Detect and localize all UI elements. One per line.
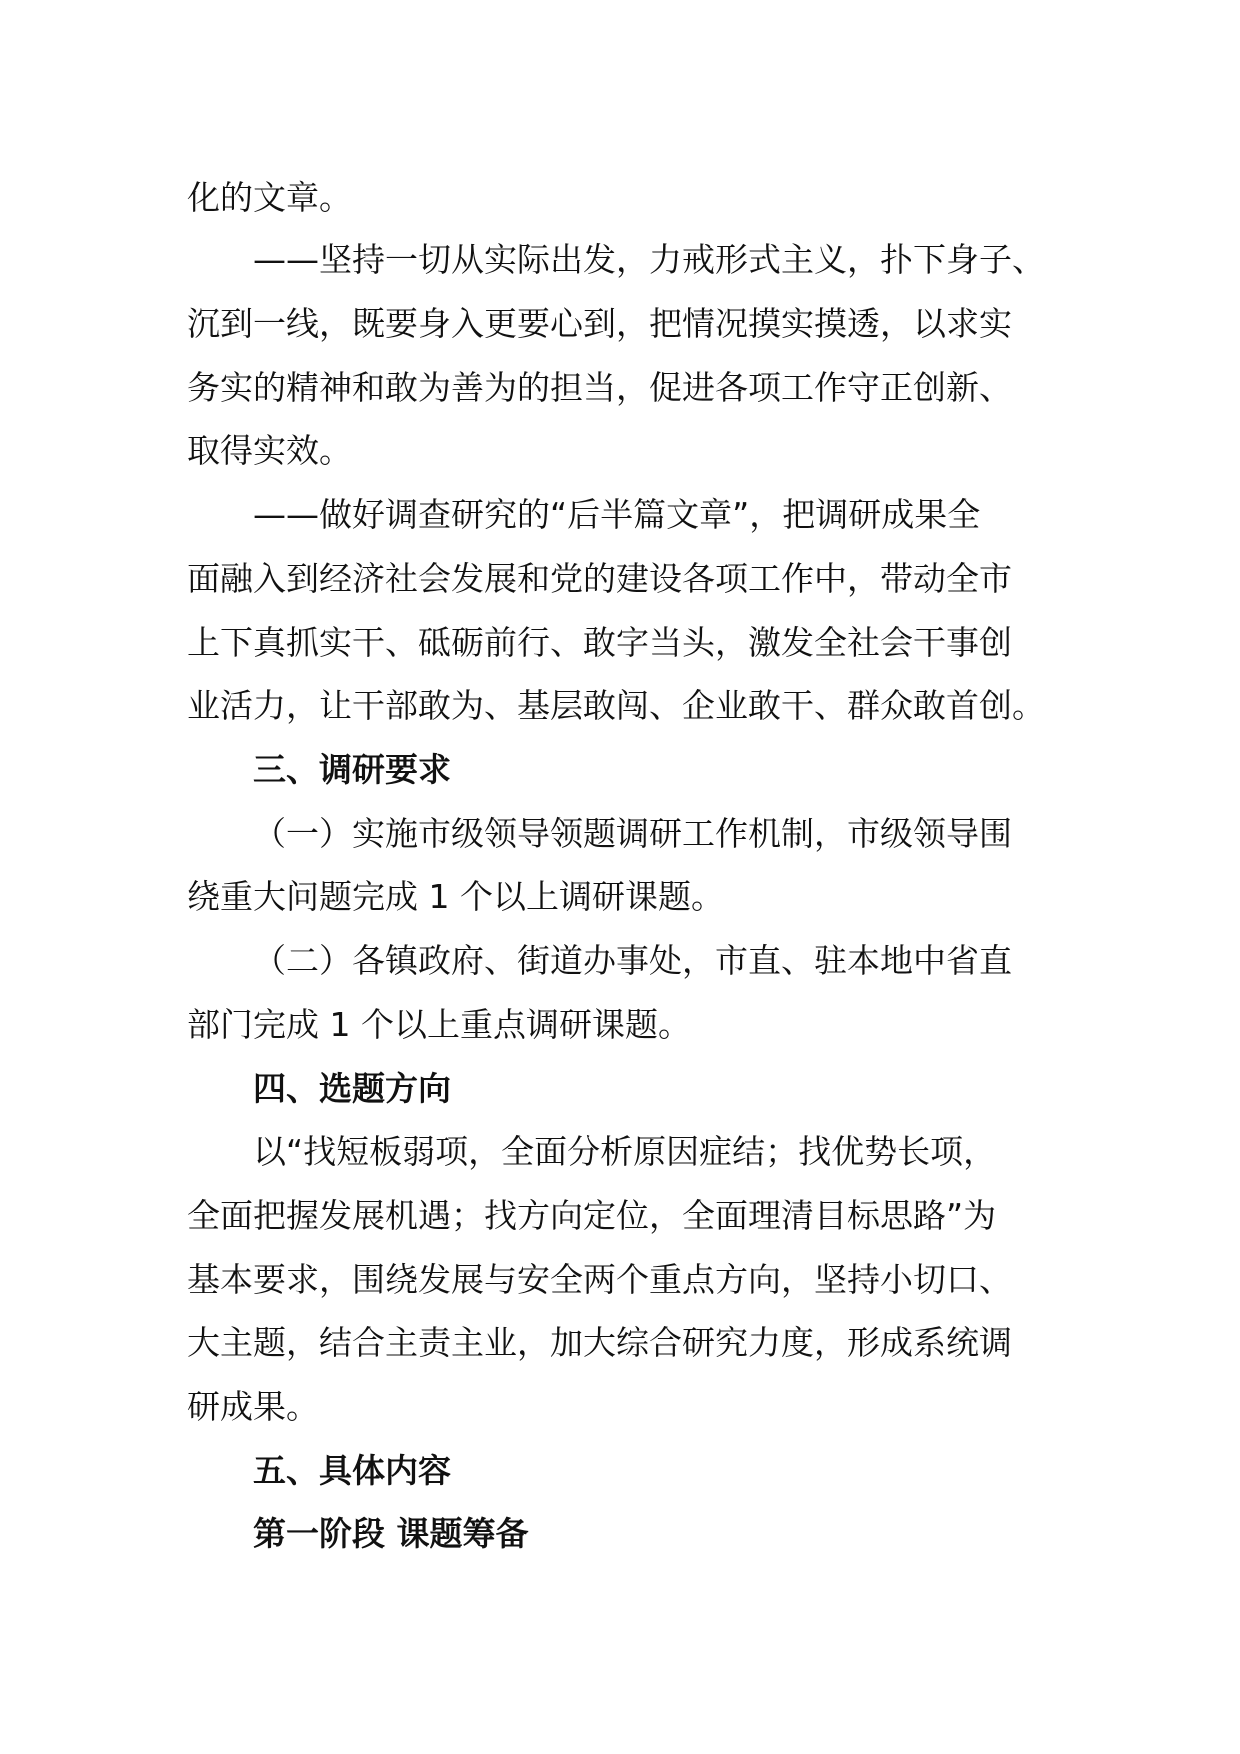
text-line: （一）实施市级领导领题调研工作机制，市级领导围 <box>253 814 1012 853</box>
text-line: 全面把握发展机遇；找方向定位，全面理清目标思路”为 <box>187 1196 997 1235</box>
text-line: 部门完成 1 个以上重点调研课题。 <box>187 1005 691 1044</box>
text-line: ——做好调查研究的“后半篇文章”，把调研成果全 <box>253 495 981 534</box>
text-line: 绕重大问题完成 1 个以上调研课题。 <box>187 877 724 916</box>
text-line: （二）各镇政府、街道办事处，市直、驻本地中省直 <box>253 941 1012 980</box>
text-line: 务实的精神和敢为善为的担当，促进各项工作守正创新、 <box>187 368 1012 407</box>
text-line: 以“找短板弱项，全面分析原因症结；找优势长项， <box>253 1132 997 1171</box>
subsection-heading: 第一阶段 课题筹备 <box>253 1514 529 1553</box>
text-line: 业活力，让干部敢为、基层敢闯、企业敢干、群众敢首创。 <box>187 686 1045 725</box>
text-line: 上下真抓实干、砥砺前行、敢字当头，激发全社会干事创 <box>187 623 1012 662</box>
text-line: 研成果。 <box>187 1387 319 1426</box>
text-line: 基本要求，围绕发展与安全两个重点方向，坚持小切口、 <box>187 1260 1012 1299</box>
section-heading: 三、调研要求 <box>253 750 451 789</box>
text-line: ——坚持一切从实际出发，力戒形式主义，扑下身子、 <box>253 240 1045 279</box>
section-heading: 四、选题方向 <box>253 1069 451 1108</box>
text-line: 大主题，结合主责主业，加大综合研究力度，形成系统调 <box>187 1323 1012 1362</box>
section-heading: 五、具体内容 <box>253 1451 451 1490</box>
text-line: 化的文章。 <box>187 178 352 217</box>
text-line: 取得实效。 <box>187 431 352 470</box>
text-line: 面融入到经济社会发展和党的建设各项工作中，带动全市 <box>187 559 1012 598</box>
text-line: 沉到一线，既要身入更要心到，把情况摸实摸透，以求实 <box>187 304 1012 343</box>
